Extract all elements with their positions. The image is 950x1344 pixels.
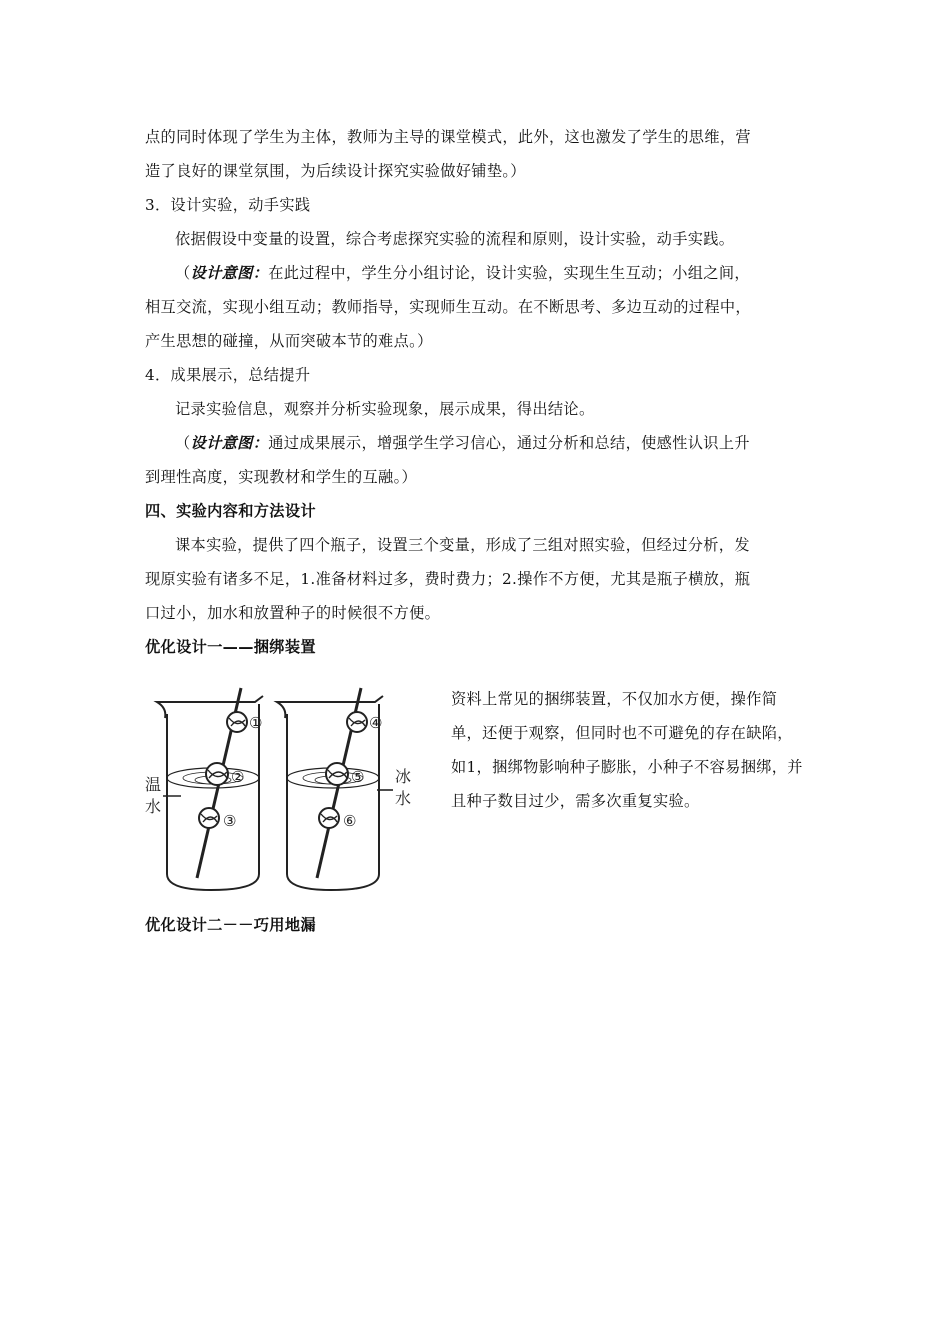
optimization-heading-1: 优化设计一——捆绑装置 xyxy=(145,638,316,656)
paragraph: 依据假设中变量的设置，综合考虑探究实验的流程和原则，设计实验，动手实践。 xyxy=(175,230,735,248)
design-intent-text: 在此过程中，学生分小组讨论，设计实验，实现生生互动；小组之间， xyxy=(268,264,750,282)
open-paren: （ xyxy=(175,434,191,452)
section-heading: 四、实验内容和方法设计 xyxy=(145,502,316,520)
ice-water-label-2: 水 xyxy=(395,789,412,808)
paragraph: 资料上常见的捆绑装置，不仅加水方便，操作简单，还便于观察，但同时也不可避免的存在缺陷，如1，捆绑物影响种子膨胀，小种子不容易捆绑，并且种子数目过少，需多次重复实验。 xyxy=(451,690,803,810)
paragraph: 到理性高度，实现教材和学生的互融。） xyxy=(145,468,418,486)
figure-row xyxy=(145,678,807,908)
optimization-heading-2: 优化设计二－－巧用地漏 xyxy=(145,916,316,934)
warm-water-label-2: 水 xyxy=(145,797,162,816)
design-intent-paragraph xyxy=(145,426,807,460)
seed-number-1: ① xyxy=(249,714,263,732)
seed-number-2: ② xyxy=(231,768,245,786)
seed-number-6: ⑥ xyxy=(343,812,357,830)
paragraph: 记录实验信息，观察并分析实验现象，展示成果，得出结论。 xyxy=(175,400,595,418)
paragraph: 造了良好的课堂氛围，为后续设计探究实验做好铺垫。） xyxy=(145,162,526,180)
beaker-figure xyxy=(145,678,413,900)
paragraph: 点的同时体现了学生为主体，教师为主导的课堂模式，此外，这也激发了学生的思维，营 xyxy=(145,128,751,146)
ice-water-label-1: 冰 xyxy=(395,767,412,786)
design-intent-label: 设计意图： xyxy=(190,434,269,452)
document-page xyxy=(145,120,807,942)
paragraph: 相互交流，实现小组互动；教师指导，实现师生互动。在不断思考、多边互动的过程中， xyxy=(145,298,751,316)
step-heading-3: 3．设计实验，动手实践 xyxy=(145,196,311,214)
design-intent-text: 通过成果展示，增强学生学习信心，通过分析和总结，使感性认识上升 xyxy=(268,434,750,452)
paragraph: 现原实验有诸多不足，1.准备材料过多，费时费力；2.操作不方便，尤其是瓶子横放，瓶 xyxy=(145,570,751,588)
figure-description xyxy=(421,682,807,818)
design-intent-paragraph xyxy=(145,256,807,290)
paragraph: 产生思想的碰撞，从而突破本节的难点。） xyxy=(145,332,433,350)
seed-number-5: ⑤ xyxy=(351,768,365,786)
seed-number-3: ③ xyxy=(223,812,237,830)
paragraph: 口过小，加水和放置种子的时候很不方便。 xyxy=(145,604,441,622)
design-intent-label: 设计意图： xyxy=(190,264,269,282)
warm-water-label-1: 温 xyxy=(145,775,162,794)
paragraph: 课本实验，提供了四个瓶子，设置三个变量，形成了三组对照实验，但经过分析，发 xyxy=(175,536,750,554)
step-heading-4: 4．成果展示，总结提升 xyxy=(145,366,311,384)
open-paren: （ xyxy=(175,264,191,282)
seed-number-4: ④ xyxy=(369,714,383,732)
